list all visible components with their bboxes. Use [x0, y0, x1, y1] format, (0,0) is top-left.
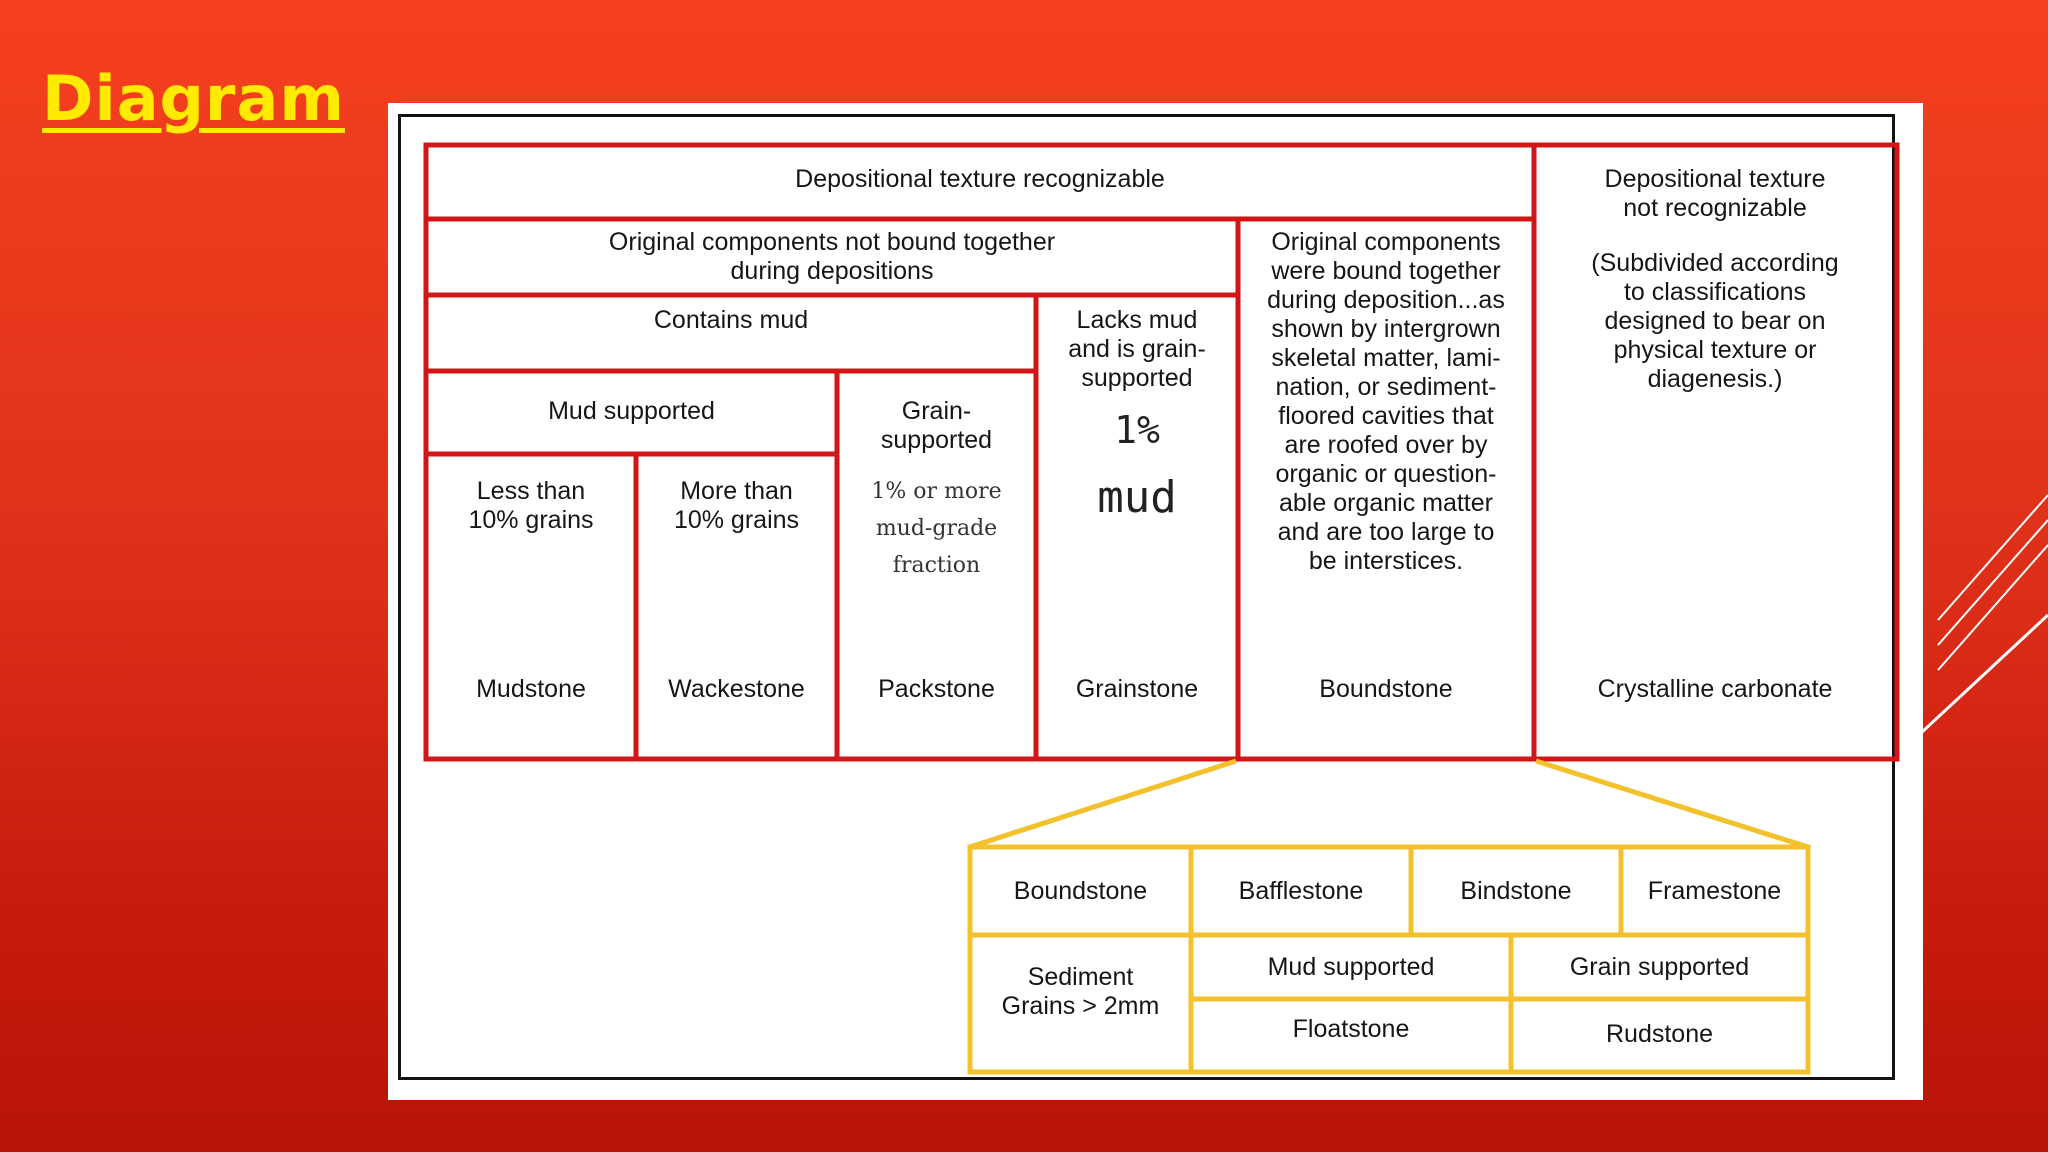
- detail-bafflestone: Bafflestone: [1238, 877, 1364, 905]
- bound-description: Original components were bound together during deposition...as shown by intergrown skeletal matter, lami- nation, or sediment- floored cavities that are roofed over by organic or question- able organic matter and are too large to be interstices.: [1267, 228, 1505, 575]
- detail-grain-supported: Grain supported: [1569, 953, 1750, 981]
- texture-not-recognizable-header: Depositional texture not recognizable: [1604, 165, 1826, 222]
- contains-mud-label: Contains mud: [653, 306, 809, 334]
- slide-title: Diagram: [42, 62, 345, 135]
- detail-sediment-label: Sediment Grains > 2mm: [1001, 963, 1160, 1020]
- mud-supported-label: Mud supported: [548, 397, 715, 425]
- detail-bindstone: Bindstone: [1460, 877, 1572, 905]
- texture-not-recognizable-note: (Subdivided according to classifications designed to bear on physical texture or diagenesis.): [1591, 249, 1839, 393]
- name-packstone: Packstone: [878, 675, 995, 703]
- lacks-mud-percent: 1%: [1114, 408, 1160, 452]
- detail-floatstone: Floatstone: [1292, 1015, 1410, 1043]
- detail-framestone: Framestone: [1647, 877, 1782, 905]
- yellow-connector: [1536, 761, 1808, 847]
- name-crystalline-carbonate: Crystalline carbonate: [1597, 675, 1833, 703]
- lacks-mud-word: mud: [1097, 472, 1177, 523]
- texture-recognizable-header: Depositional texture recognizable: [795, 165, 1165, 193]
- name-grainstone: Grainstone: [1075, 675, 1199, 703]
- detail-mud-supported: Mud supported: [1267, 953, 1435, 981]
- not-bound-header: Original components not bound together during depositions: [608, 228, 1056, 285]
- diagram-card: [388, 103, 1923, 1100]
- detail-boundstone: Boundstone: [1013, 877, 1148, 905]
- lacks-mud-label: Lacks mud and is grain- supported: [1068, 306, 1206, 392]
- yellow-connector: [970, 761, 1236, 847]
- name-wackestone: Wackestone: [668, 675, 805, 703]
- name-mudstone: Mudstone: [476, 675, 586, 703]
- decorative-lines: [1908, 0, 2048, 1152]
- less-than-10-label: Less than 10% grains: [468, 477, 594, 534]
- more-than-10-label: More than 10% grains: [673, 477, 800, 534]
- detail-rudstone: Rudstone: [1605, 1020, 1714, 1048]
- name-boundstone: Boundstone: [1319, 675, 1453, 703]
- grain-supported-note: 1% or more mud-grade fraction: [871, 479, 1002, 578]
- grain-supported-label: Grain- supported: [880, 397, 993, 454]
